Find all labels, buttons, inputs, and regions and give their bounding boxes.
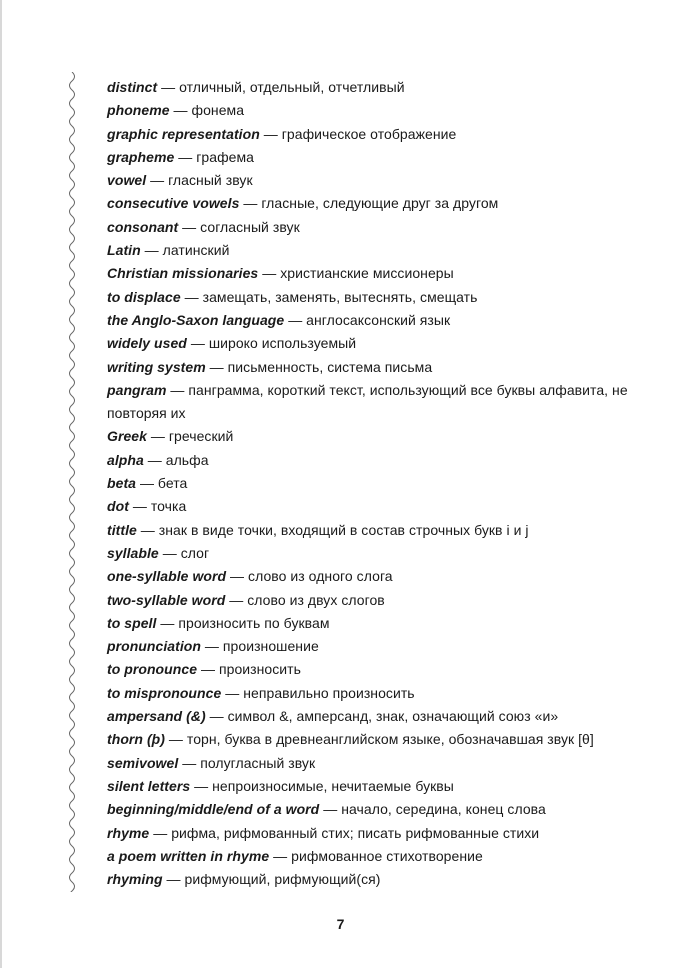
term: pronunciation (107, 638, 201, 655)
term: Christian missionaries (107, 265, 259, 282)
glossary-entry (107, 239, 647, 262)
term: beta (107, 475, 136, 492)
definition: — непроизносимые, нечитаемые буквы (190, 777, 454, 794)
glossary-entry (107, 169, 647, 192)
term: Greek (107, 428, 147, 445)
glossary-entry (107, 262, 647, 285)
term: widely used (107, 335, 187, 352)
term: alpha (107, 451, 144, 468)
glossary-entry (107, 216, 647, 239)
definition: — произносить по буквам (156, 614, 330, 631)
glossary-entry (107, 775, 647, 798)
glossary-entry (107, 612, 647, 635)
term: thorn (þ) (107, 731, 165, 748)
glossary-entry (107, 752, 647, 775)
glossary-entry (107, 286, 647, 309)
glossary-entry (107, 76, 647, 99)
glossary-entry (107, 589, 647, 612)
term: consonant (107, 218, 179, 235)
term: two-syllable word (107, 591, 226, 608)
definition: — рифмующий, рифмующий(ся) (162, 871, 381, 888)
glossary-entry (107, 705, 647, 728)
term: pangram (107, 381, 167, 398)
glossary-entry (107, 635, 647, 658)
page-number: 7 (336, 916, 345, 932)
definition: — гласные, следующие друг за другом (239, 195, 499, 212)
term: rhyming (107, 871, 163, 888)
definition: — отличный, отдельный, отчетливый (157, 79, 405, 95)
definition: — рифма, рифмованный стих; писать рифмованные стихи (149, 824, 540, 841)
glossary-entry (107, 798, 647, 821)
glossary-entry (107, 519, 647, 542)
term: to pronounce (107, 661, 198, 678)
term: vowel (107, 172, 147, 189)
definition: — греческий (146, 428, 234, 445)
definition: — торн, буква в древнеанглийском языке, обозначавшая звук [θ] (164, 731, 594, 748)
term: graphic representation (107, 125, 260, 142)
glossary-entry (107, 356, 647, 379)
term: beginning/middle/end of a word (107, 801, 320, 818)
term: the Anglo-Saxon language (107, 311, 285, 328)
glossary-entry (107, 332, 647, 355)
definition: — бета (136, 475, 188, 492)
definition: — начало, середина, конец слова (319, 801, 546, 818)
term: grapheme (107, 148, 175, 165)
glossary-entry (107, 495, 647, 518)
term: a poem written in rhyme (107, 847, 270, 864)
definition: — графема (174, 148, 254, 165)
glossary-entry (107, 425, 647, 448)
definition: — фонема (169, 102, 245, 119)
term: one-syllable word (107, 568, 227, 585)
term: rhyme (107, 824, 150, 841)
glossary-entry (107, 682, 647, 705)
definition: — рифмованное стихотворение (269, 847, 483, 864)
definition: — точка (128, 498, 187, 515)
glossary-entry (107, 472, 647, 495)
glossary-entry (107, 542, 647, 565)
glossary-entry (107, 379, 647, 426)
definition: — слово из одного слога (226, 568, 393, 585)
term: writing system (107, 358, 206, 375)
definition: — гласный звук (146, 172, 253, 189)
definition: — широко используемый (186, 335, 357, 352)
definition: — полугласный звук (178, 754, 316, 771)
glossary-entry (107, 123, 647, 146)
glossary-entry (107, 146, 647, 169)
glossary-entry (107, 845, 647, 868)
definition: — христианские миссионеры (258, 265, 454, 282)
glossary-entry (107, 192, 647, 215)
term: consecutive vowels (107, 195, 240, 212)
glossary-list (107, 76, 647, 891)
glossary-entry (107, 565, 647, 588)
wavy-margin-decoration (64, 72, 80, 892)
definition: — замещать, заменять, вытеснять, смещать (180, 288, 478, 305)
definition: — письменность, система письма (205, 358, 433, 375)
term: to displace (107, 288, 181, 305)
definition: — слово из двух слогов (225, 591, 385, 608)
term: tittle (107, 521, 137, 538)
glossary-entry (107, 449, 647, 472)
definition: — произносить (197, 661, 301, 678)
glossary-entry (107, 822, 647, 845)
glossary-entry (107, 309, 647, 332)
definition: — альфа (143, 451, 209, 468)
glossary-entry (107, 658, 647, 681)
definition: — знак в виде точки, входящий в состав строчных букв i и j (136, 521, 529, 538)
definition: — неправильно произносить (221, 684, 415, 701)
term: ampersand (&) (107, 708, 206, 725)
term: semivowel (107, 754, 179, 771)
definition: — символ &, амперсанд, знак, означающий союз «и» (205, 708, 559, 725)
definition: — латинский (140, 242, 230, 259)
term: silent letters (107, 777, 191, 794)
glossary-entry (107, 868, 647, 891)
definition: — произношение (200, 638, 319, 655)
definition: — англосаксонский язык (284, 311, 451, 328)
term: to spell (107, 614, 157, 631)
definition: — слог (158, 544, 210, 561)
term: to mispronounce (107, 684, 222, 701)
term: distinct (107, 79, 158, 95)
term: dot (107, 498, 129, 515)
definition: — графическое отображение (259, 125, 457, 142)
term: phoneme (107, 102, 170, 119)
glossary-entry (107, 99, 647, 122)
glossary-entry (107, 728, 647, 751)
term: Latin (107, 242, 141, 259)
definition: — панграмма, короткий текст, использующий все буквы алфавита, не повторяя их (107, 381, 628, 422)
term: syllable (107, 544, 159, 561)
definition: — согласный звук (178, 218, 300, 235)
